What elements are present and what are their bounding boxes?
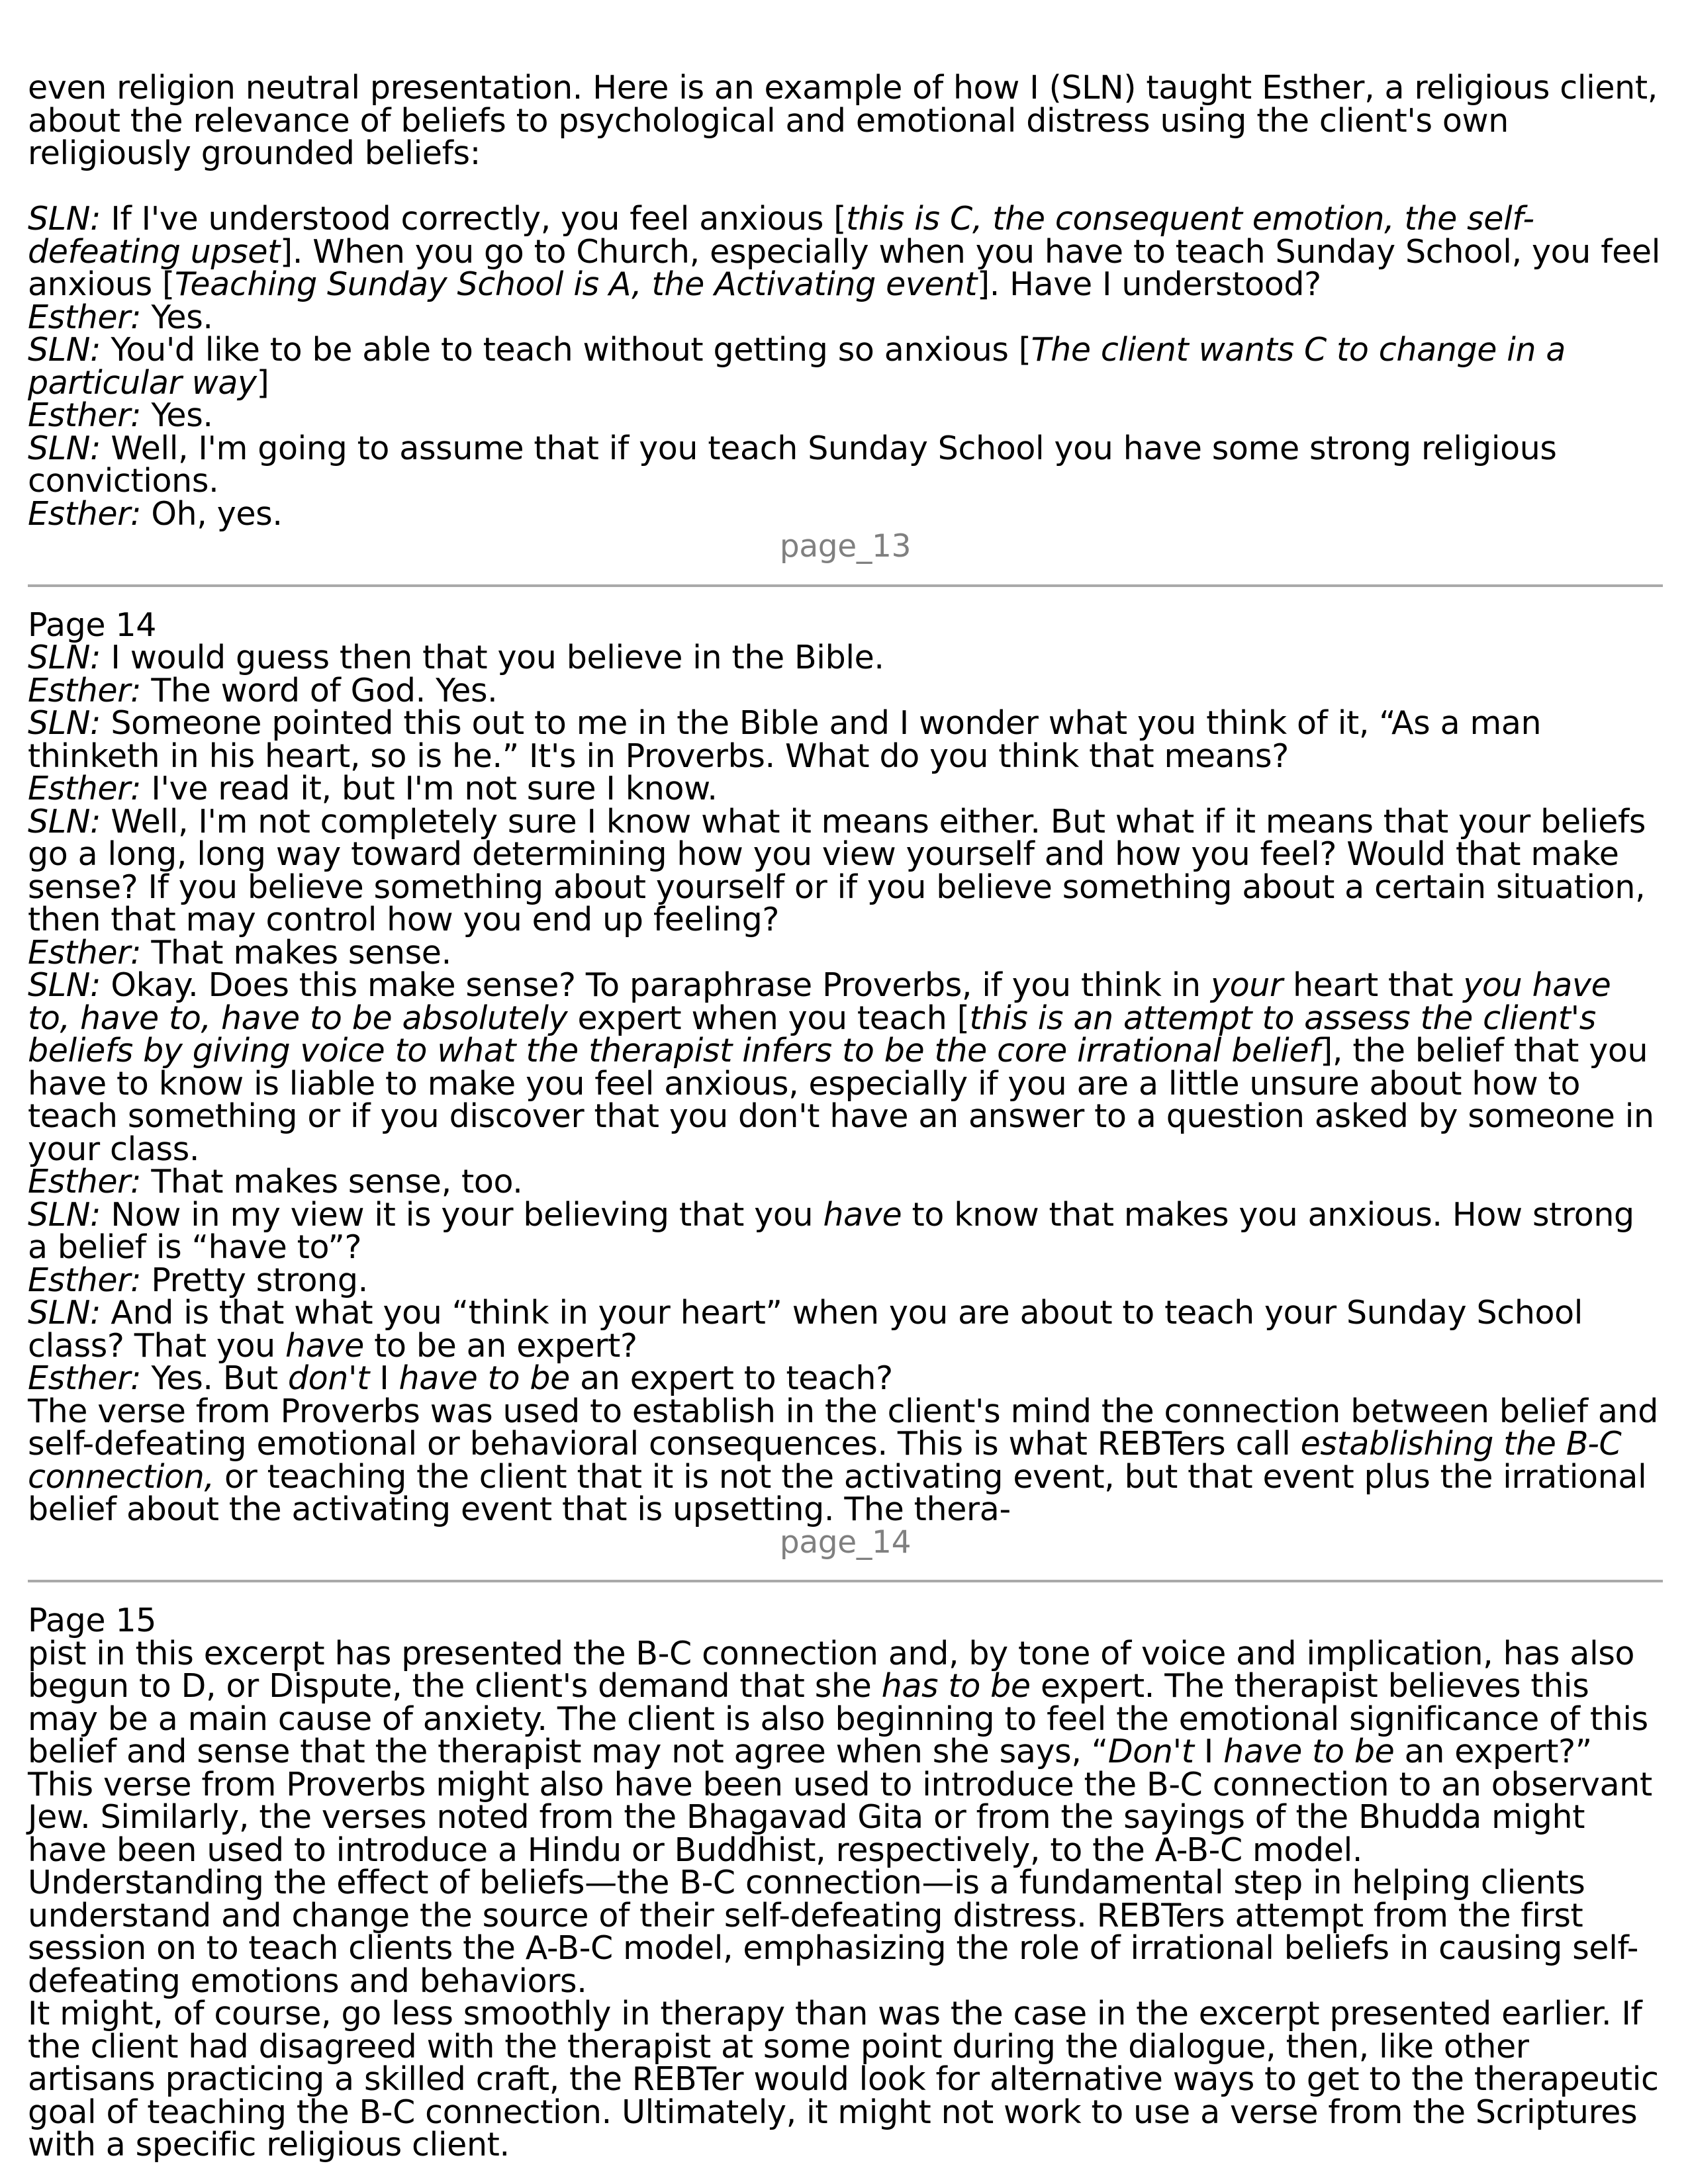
text-run: The word of God. Yes.: [151, 671, 498, 709]
text-run: I: [1194, 1733, 1224, 1770]
page-header-14: Page 14: [28, 606, 157, 644]
italic-text: have to be: [1223, 1733, 1395, 1770]
paragraph-spacer: [28, 170, 1663, 203]
dialogue-line: [28, 331, 1663, 402]
dialogue-line: [28, 429, 1663, 500]
page-divider: [28, 1580, 1663, 1582]
text-run: pist in this excerpt has presented the B-C connection and, by tone of voice and implication, has also begun to D, or Dispute, the client's demand that she: [28, 1634, 1635, 1705]
text-run: This verse from Proverbs might also have been used to introduce the B-C connection to an observant Jew. Similarly, the verses noted from the Bhagavad Gita or from the sayings of the Bhudda might have been used to introduce a Hindu or Buddhist, respectively, to the A-B-C model.: [28, 1765, 1652, 1869]
text-run: Okay. Does this make sense? To paraphrase Proverbs, if you think in: [111, 966, 1211, 1004]
body-paragraph: [28, 1997, 1663, 2161]
text-run: Well, I'm not completely sure I know what it means either. But what if it means that your beliefs go a long, long way toward determining how you view yourself and how you feel? Would that make sense? If you believe something about yourself or if you believe something about a certain situation, then that may control how you end up feeling?: [28, 802, 1646, 938]
speaker-label: SLN:: [28, 1195, 101, 1234]
italic-text: establishing the B-C connection,: [28, 1425, 1622, 1496]
text-run: It might, of course, go less smoothly in therapy than was the case in the excerpt presented earlier. If the client had disagreed with the therapist at some point during the dialogue, then, like other artisans practicing a skilled craft, the REBTer would look for alternative ways to get to the therapeutic goal of teaching the B-C connection. Ultimately, it might not work to use a verse from the Scriptures with a specific religious client.: [28, 1995, 1659, 2163]
text-run: ]. Have I understood?: [976, 265, 1321, 303]
speaker-label: Esther:: [28, 396, 142, 434]
dialogue-line: [28, 1195, 1663, 1266]
text-run: heart that: [1282, 966, 1464, 1004]
text-run: ]. When you go to Church, especially when you have to teach Sunday School, you feel anxious [: [28, 232, 1660, 303]
dialogue-page-14: [28, 641, 1663, 1395]
page-divider: [28, 584, 1663, 587]
italic-text: has to be: [881, 1667, 1031, 1705]
speaker-label: Esther:: [28, 1359, 142, 1397]
dialogue-line: [28, 494, 1663, 533]
dialogue-line: [28, 802, 1663, 938]
body-paragraph: [28, 1765, 1663, 1869]
text-run: to know that makes you anxious. How strong a belief is “have to”?: [28, 1195, 1634, 1266]
speaker-label: Esther:: [28, 933, 142, 972]
text-run: ], the belief that you have to know is liable to make you feel anxious, especially if you are a little unsure about how to teach something or if you discover that you don't have an answer to a question asked by someone in your class.: [28, 1032, 1654, 1168]
text-run: an expert?”: [1394, 1733, 1592, 1770]
italic-text: have: [823, 1195, 902, 1234]
dialogue-line: [28, 1261, 1663, 1299]
text-run: an expert to teach?: [569, 1359, 893, 1397]
body-paragraphs-page-15: [28, 1634, 1663, 2163]
text-run: That makes sense, too.: [151, 1163, 523, 1201]
text-run: Pretty strong.: [151, 1261, 368, 1299]
italic-text: Don't: [1107, 1733, 1194, 1770]
dialogue-line: [28, 1359, 1663, 1397]
text-run: You'd like to be able to teach without getting so anxious [: [111, 331, 1031, 369]
speaker-label: SLN:: [28, 802, 101, 841]
page-marker-14: page_14: [779, 1524, 912, 1561]
page-13-section: [28, 71, 1663, 563]
page-14-section: [28, 606, 1663, 1561]
dialogue-page-13: [28, 200, 1663, 533]
speaker-label: SLN:: [28, 331, 101, 369]
text-run: Well, I'm going to assume that if you teach Sunday School you have some strong religious convictions.: [28, 429, 1557, 500]
text-run: ]: [256, 363, 269, 402]
dialogue-line: [28, 772, 1663, 805]
italic-text: have: [285, 1326, 364, 1365]
speaker-label: Esther:: [28, 1163, 142, 1201]
text-run: Understanding the effect of beliefs—the B-C connection—is a fundamental step in helping clients understand and change the source of their self-defeating distress. REBTers attempt from the first session on to teach clients the A-B-C model, emphasizing the role of irrational beliefs in causing self-defeating emotions and behaviors.: [28, 1864, 1639, 2000]
italic-text: Teaching Sunday School is A, the Activating event: [174, 265, 977, 303]
page-marker-13: page_13: [779, 528, 912, 565]
dialogue-line: [28, 298, 1663, 336]
text-run: And is that what you “think in your heart” when you are about to teach your Sunday School class? That you: [28, 1294, 1583, 1365]
body-paragraph: [28, 1634, 1663, 1770]
speaker-label: SLN:: [28, 704, 101, 742]
dialogue-line: [28, 933, 1663, 972]
speaker-label: Esther:: [28, 770, 142, 807]
dialogue-line: [28, 641, 1663, 674]
text-run: If I've understood correctly, you feel anxious [: [111, 200, 847, 238]
speaker-label: Esther:: [28, 494, 142, 533]
text-run: expert when you teach [: [567, 999, 970, 1037]
closing-paragraph: [28, 1392, 1663, 1528]
text-run: Oh, yes.: [151, 494, 283, 533]
text-run: Yes. But: [151, 1359, 288, 1397]
speaker-label: Esther:: [28, 671, 142, 709]
page-header-15: Page 15: [28, 1602, 157, 1639]
italic-text: have to be: [399, 1359, 570, 1397]
text-run: That makes sense.: [151, 933, 451, 972]
dialogue-line: [28, 396, 1663, 434]
dialogue-line: [28, 704, 1663, 775]
dialogue-line: [28, 200, 1663, 303]
intro-paragraph: even religion neutral presentation. Here is an example of how I (SLN) taught Esther, a religious client, about the relevance of beliefs to psychological and emotional distress using the client's own religiously grounded beliefs:: [28, 69, 1658, 172]
dialogue-line: [28, 1165, 1663, 1199]
text-run: Someone pointed this out to me in the Bible and I wonder what you think of it, “As a man thinketh in his heart, so is he.” It's in Proverbs. What do you think that means?: [28, 704, 1542, 775]
speaker-label: SLN:: [28, 1294, 101, 1332]
italic-text: your: [1210, 966, 1283, 1004]
dialogue-line: [28, 966, 1663, 1168]
text-run: Yes.: [151, 396, 213, 434]
text-run: to be an expert?: [363, 1326, 637, 1365]
speaker-label: Esther:: [28, 1261, 142, 1299]
speaker-label: SLN:: [28, 639, 101, 676]
speaker-label: SLN:: [28, 429, 101, 467]
text-run: Now in my view it is your believing that you: [111, 1195, 823, 1234]
italic-text: this is an attempt to assess the client's beliefs by giving voice to what the therapist infers to be the core irrational belief: [28, 999, 1596, 1069]
text-run: or teaching the client that it is not the activating event, but that event plus the irrational belief about the activating event that is upsetting. The thera-: [28, 1457, 1647, 1528]
text-run: Yes.: [151, 298, 213, 336]
dialogue-line: [28, 1294, 1663, 1365]
text-run: I've read it, but I'm not sure I know.: [151, 770, 718, 807]
italic-text: The client wants C to change in a particular way: [28, 331, 1566, 402]
dialogue-line: [28, 671, 1663, 709]
speaker-label: SLN:: [28, 966, 101, 1004]
document: [28, 71, 1663, 2161]
text-run: I: [369, 1359, 399, 1397]
speaker-label: SLN:: [28, 200, 101, 238]
body-paragraph: [28, 1864, 1663, 2000]
text-run: expert. The therapist believes this may be a main cause of anxiety. The client is also beginning to feel the emotional significance of this belief and sense that the therapist may not agree when she says, “: [28, 1667, 1648, 1770]
italic-text: this is C, the consequent emotion, the self-defeating upset: [28, 200, 1534, 271]
page-15-section: [28, 1604, 1663, 2161]
italic-text: you have to, have to, have to be absolutely: [28, 966, 1611, 1037]
speaker-label: Esther:: [28, 298, 142, 336]
text-run: The verse from Proverbs was used to establish in the client's mind the connection between belief and self-defeating emotional or behavioral consequences. This is what REBTers call: [28, 1392, 1658, 1463]
italic-text: don't: [287, 1359, 369, 1397]
text-run: I would guess then that you believe in the Bible.: [111, 639, 884, 676]
